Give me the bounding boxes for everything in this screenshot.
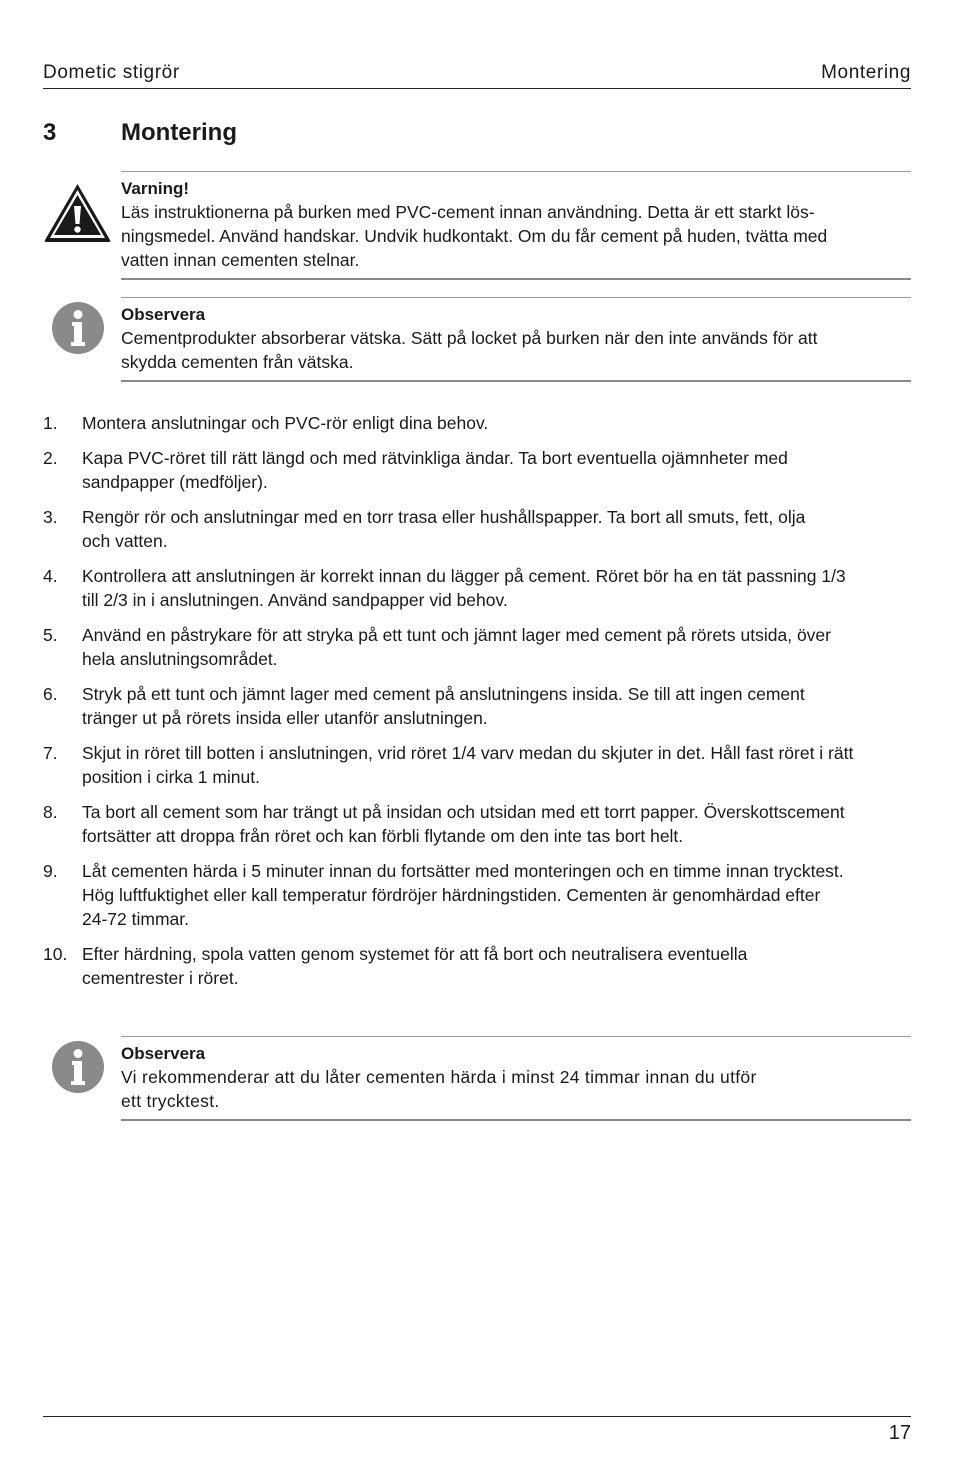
- step-line: position i cirka 1 minut.: [82, 767, 260, 787]
- step-number: 4.: [43, 566, 58, 586]
- warning-text: [121, 200, 911, 272]
- step-line: Ta bort all cement som har trängt ut på insidan och utsidan med ett torrt papper. Överskottscement: [82, 802, 845, 822]
- list-item: [43, 564, 911, 612]
- step-number: 7.: [43, 743, 58, 763]
- section-number: 3: [43, 119, 57, 146]
- note-title: Observera: [121, 305, 206, 324]
- list-item: [43, 623, 911, 671]
- step-line: Montera anslutningar och PVC-rör enligt dina behov.: [82, 413, 489, 433]
- note-observera-1: [121, 297, 911, 382]
- step-line: Kontrollera att anslutningen är korrekt innan du lägger på cement. Röret bör ha en tät passning 1/3: [82, 566, 846, 586]
- step-number: 3.: [43, 507, 58, 527]
- header-chapter-name: Montering: [821, 62, 911, 83]
- list-item: [43, 741, 911, 789]
- note-text: [121, 1065, 911, 1113]
- info-icon: [51, 1040, 105, 1094]
- page-header: [43, 60, 911, 89]
- step-line: Skjut in röret till botten i anslutningen, vrid röret 1/4 varv medan du skjuter in det. Håll fast röret i rätt: [82, 743, 854, 763]
- step-number: 9.: [43, 861, 58, 881]
- list-item: [43, 859, 911, 931]
- step-line: tränger ut på rörets insida eller utanför anslutningen.: [82, 708, 488, 728]
- step-number: 8.: [43, 802, 58, 822]
- step-number: 5.: [43, 625, 58, 645]
- step-number: 1.: [43, 413, 58, 433]
- step-line: och vatten.: [82, 531, 168, 551]
- step-line: Hög luftfuktighet eller kall temperatur fördröjer härdningstiden. Cementen är genomhärdad efter: [82, 885, 821, 905]
- warning-line: ningsmedel. Använd handskar. Undvik hudkontakt. Om du får cement på huden, tvätta med: [121, 226, 828, 246]
- footer-divider: [43, 1416, 911, 1417]
- note-title: Observera: [121, 1044, 206, 1063]
- warning-notice: [121, 171, 911, 280]
- warning-triangle-icon: [43, 182, 112, 244]
- step-line: Stryk på ett tunt och jämnt lager med cement på anslutningens insida. Se till att ingen cement: [82, 684, 805, 704]
- assembly-steps-list: [43, 411, 911, 1001]
- step-line: Rengör rör och anslutningar med en torr trasa eller hushållspapper. Ta bort all smuts, fett, olja: [82, 507, 806, 527]
- step-line: 24-72 timmar.: [82, 909, 189, 929]
- note-line: skydda cementen från vätska.: [121, 352, 354, 372]
- section-title: Montering: [121, 119, 237, 146]
- list-item: [43, 446, 911, 494]
- note-line: Vi rekommenderar att du låter cementen härda i minst 24 timmar innan du utför: [121, 1067, 757, 1087]
- list-item: [43, 682, 911, 730]
- list-item: [43, 800, 911, 848]
- page-number: 17: [888, 1422, 911, 1444]
- list-item: [43, 411, 911, 435]
- warning-title: Varning!: [121, 179, 190, 198]
- header-product-name: Dometic stigrör: [43, 62, 180, 83]
- step-line: Efter härdning, spola vatten genom systemet för att få bort och neutralisera eventuella: [82, 944, 748, 964]
- step-line: sandpapper (medföljer).: [82, 472, 268, 492]
- step-line: fortsätter att droppa från röret och kan förbli flytande om den inte tas bort helt.: [82, 826, 684, 846]
- warning-line: vatten innan cementen stelnar.: [121, 250, 360, 270]
- note-observera-2: [121, 1036, 911, 1121]
- step-line: till 2/3 in i anslutningen. Använd sandpapper vid behov.: [82, 590, 508, 610]
- note-line: ett trycktest.: [121, 1091, 220, 1111]
- list-item: [43, 505, 911, 553]
- step-number: 10.: [43, 944, 68, 964]
- step-line: Kapa PVC-röret till rätt längd och med rätvinkliga ändar. Ta bort eventuella ojämnheter med: [82, 448, 788, 468]
- info-icon: [51, 301, 105, 355]
- warning-line: Läs instruktionerna på burken med PVC-cement innan användning. Detta är ett starkt lös-: [121, 202, 815, 222]
- step-line: Låt cementen härda i 5 minuter innan du fortsätter med monteringen och en timme innan trycktest.: [82, 861, 844, 881]
- step-number: 2.: [43, 448, 58, 468]
- note-line: Cementprodukter absorberar vätska. Sätt på locket på burken när den inte används för att: [121, 328, 818, 348]
- step-line: Använd en påstrykare för att stryka på ett tunt och jämnt lager med cement på rörets utsida, över: [82, 625, 831, 645]
- list-item: [43, 942, 911, 990]
- step-line: hela anslutningsområdet.: [82, 649, 278, 669]
- step-line: cementrester i röret.: [82, 968, 239, 988]
- step-number: 6.: [43, 684, 58, 704]
- note-text: [121, 326, 911, 374]
